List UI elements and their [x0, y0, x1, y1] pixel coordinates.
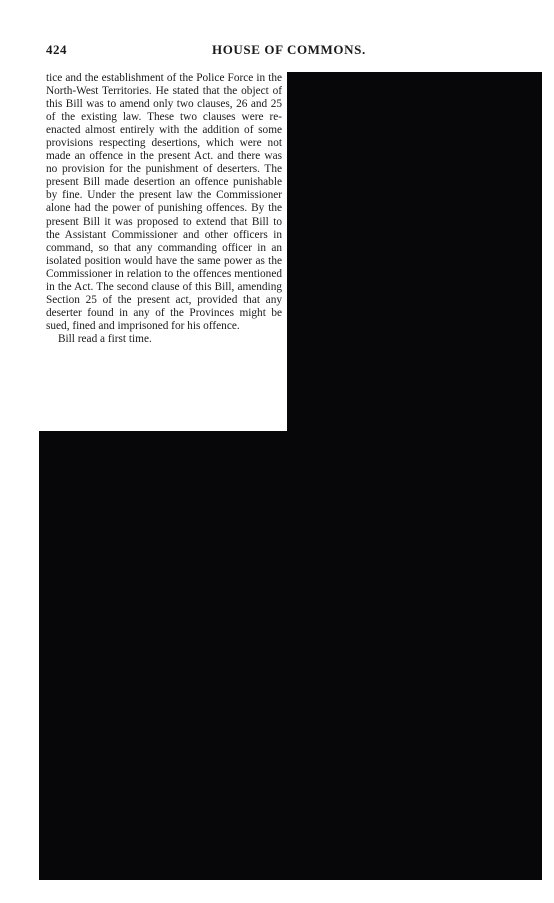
redaction-block-bottom — [39, 431, 542, 880]
text-column — [46, 72, 282, 346]
body-paragraph-closing: Bill read a first time. — [58, 332, 152, 345]
body-paragraph: tice and the establishment of the Police Force in the North-West Territories. He stated that the object of this Bill was to amend only two clauses, 26 and 25 of the existing law. These two clauses were re-enacted almost entirely with the addition of some provisions respecting desertions, which were not made an offence in the present Act. and there was no provision for the punishment of deserters. The present Bill made desertion an offence punishable by fine. Under the present law the Commissioner alone had the power of punishing offences. By the present Bill it was proposed to extend that Bill to the Assistant Commissioner and other officers in command, so that any commanding officer in an isolated position would have the same power as the Commissioner in relation to the offences mentioned in the Act. The second clause of this Bill, amending Section 25 of the present act, provided that any deserter found in any of the Provinces might be sued, fined and imprisoned for his offence. — [46, 72, 282, 332]
running-head: HOUSE OF COMMONS. — [212, 42, 366, 57]
redaction-block-right — [287, 72, 542, 432]
page-number: 424 — [46, 42, 67, 57]
